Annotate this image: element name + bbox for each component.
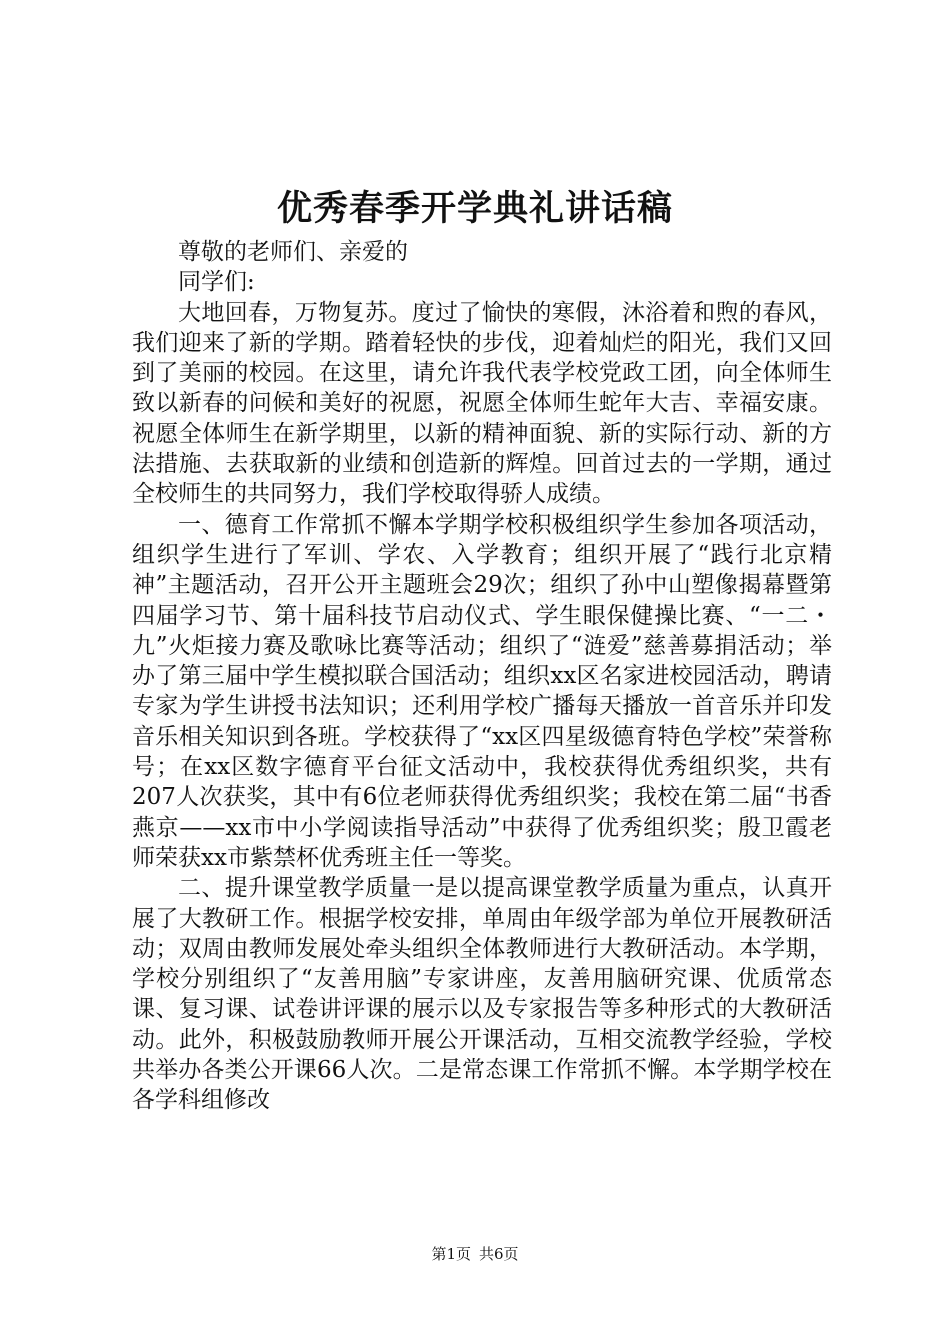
salutation-line: 同学们: <box>178 269 255 296</box>
paragraph: 大地回春，万物复苏。度过了愉快的寒假，沐浴着和煦的春风，我们迎来了新的学期。踏着轻快的步伐，迎着灿烂的阳光，我们又回到了美丽的校园。在这里，请允许我代表学校党政工团，向全体师生致以新春的问候和美好的祝愿，祝愿全体师生蛇年大吉、幸福安康。祝愿全体师生在新学期里，以新的精神面貌、新的实际行动、新的方法措施、去获取新的业绩和创造新的辉煌。回首过去的一学期，通过全校师生的共同努力，我们学校取得骄人成绩。 <box>132 299 832 508</box>
page-number: 第1页 <box>431 1245 471 1263</box>
salutation-line: 尊敬的老师们、亲爱的 <box>178 239 408 265</box>
document-body <box>132 237 832 1116</box>
document-title: 优秀春季开学典礼讲话稿 <box>276 188 673 229</box>
paragraph: 二、提升课堂教学质量一是以提高课堂教学质量为重点，认真开展了大教研工作。根据学校安排，单周由年级学部为单位开展教研活动；双周由教师发展处牵头组织全体教师进行大教研活动。本学期，学校分别组织了“友善用脑”专家讲座，友善用脑研究课、优质常态课、复习课、试卷讲评课的展示以及专家报告等多种形式的大教研活动。此外，积极鼓励教师开展公开课活动，互相交流教学经验，学校共举办各类公开课66人次。二是常态课工作常抓不懈。本学期学校在各学科组修改 <box>132 875 832 1114</box>
paragraph: 一、德育工作常抓不懈本学期学校积极组织学生参加各项活动，组织学生进行了军训、学农、入学教育；组织开展了“践行北京精神”主题活动，召开公开主题班会29次；组织了孙中山塑像揭幕暨第四届学习节、第十届科技节启动仪式、学生眼保健操比赛、“一二・九”火炬接力赛及歌咏比赛等活动；组织了“涟爱”慈善募捐活动；举办了第三届中学生模拟联合国活动；组织xx区名家进校园活动，聘请专家为学生讲授书法知识；还利用学校广播每天播放一首音乐并印发音乐相关知识到各班。学校获得了“xx区四星级德育特色学校”荣誉称号；在xx区数字德育平台征文活动中，我校获得优秀组织奖，共有207人次获奖，其中有6位老师获得优秀组织奖；我校在第二届“书香燕京——xx市中小学阅读指导活动”中获得了优秀组织奖；殷卫霞老师荣获xx市紫禁杯优秀班主任一等奖。 <box>132 511 832 871</box>
page-total: 共6页 <box>479 1245 519 1263</box>
page-footer <box>0 1244 950 1264</box>
